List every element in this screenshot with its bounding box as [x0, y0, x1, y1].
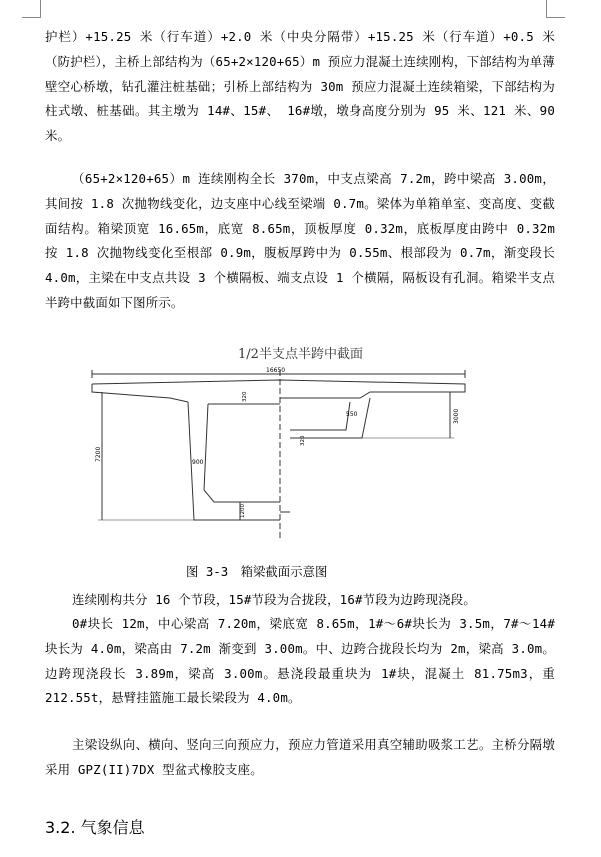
dim-label-web-root: 900 — [192, 459, 204, 466]
dim-label-top-width: 16650 — [266, 367, 286, 374]
deck-left-cantilever — [92, 384, 188, 402]
box-girder-section-diagram — [80, 362, 480, 552]
paragraph-bridge-structure: 护栏）+15.25 米（行车道）+2.0 米（中央分隔带）+15.25 米（行车道）+0.5 米（防护栏），主桥上部结构为（65+2×120+65）m 预应力混凝土连续刚构，下部结构为单薄壁空心桥墩，钻孔灌注桩基础；引桥上部结构为 30m 预应力混凝土连续箱梁，下部结构为柱式墩、桩基础。其主墩为 14#、15#、 16#墩，墩身高度分别为 95 米、121 米、90 米。 — [45, 29, 555, 144]
page-corner-mark-right-v — [546, 0, 547, 18]
midspan-web-outer — [290, 398, 370, 438]
dim-label-top-slab-right: 320 — [300, 435, 306, 446]
paragraph-prestress: 主梁设纵向、横向、竖向三向预应力，预应力管道采用真空辅助吸浆工艺。主桥分隔墩采用 GPZ(II)7DX 型盆式橡胶支座。 — [45, 737, 555, 777]
paragraph-segment-details: 0#块长 12m，中心梁高 7.20m，梁底宽 8.65m，1#～6#块长为 3.5m，7#～14#块长为 4.0m，梁高由 7.2m 渐变到 3.00m。中、边跨合拢段长均为 2m，梁高 3.0m。边跨现浇段长 3.89m，梁高 3.00m。悬浇段最重块为 1#块，混凝土 81.75m3，重 212.55t，悬臂挂篮施工最长梁段为 4.0m。 — [45, 616, 555, 706]
dim-label-right-height: 3000 — [453, 408, 460, 424]
paragraph-segments: 连续刚构共分 16 个节段，15#节段为合拢段，16#节段为边跨现浇段。 — [72, 592, 476, 607]
section-heading-weather: 3.2. 气象信息 — [45, 818, 145, 837]
page-corner-mark-left — [22, 17, 40, 18]
figure-title: 1/2半支点半跨中截面 — [238, 347, 363, 362]
page-corner-mark-left-v — [40, 0, 41, 18]
paragraph-girder-dimensions: （65+2×120+65）m 连续刚构全长 370m，中支点梁高 7.2m，跨中梁高 3.00m，其间按 1.8 次抛物线变化，边支座中心线至梁端 0.7m。梁体为单箱单室、变高度、变截面结构。箱梁顶宽 16.65m，底宽 8.65m，顶板厚度 0.32m，底板厚度由跨中 0.32m 按 1.8 次抛物线变化至根部 0.9m，腹板厚跨中为 0.55m、根部段为 0.7m，渐变段长 4.0m，主梁在中支点共设 3 个横隔板、端支点设 1 个横隔，隔板设有孔洞。箱梁半支点半跨中截面如下图所示。 — [45, 171, 555, 310]
dim-label-top-slab-left: 320 — [242, 391, 248, 402]
dim-label-bottom-slab: 1200 — [240, 504, 246, 518]
midspan-web-inner — [290, 402, 350, 430]
deck-top-outline — [92, 380, 465, 398]
page-corner-mark-right — [547, 17, 565, 18]
figure-caption: 图 3-3 箱梁截面示意图 — [186, 564, 328, 579]
dim-label-web-mid: 550 — [346, 411, 358, 418]
dim-label-left-height: 7200 — [95, 446, 102, 462]
support-web-inner — [204, 404, 280, 502]
